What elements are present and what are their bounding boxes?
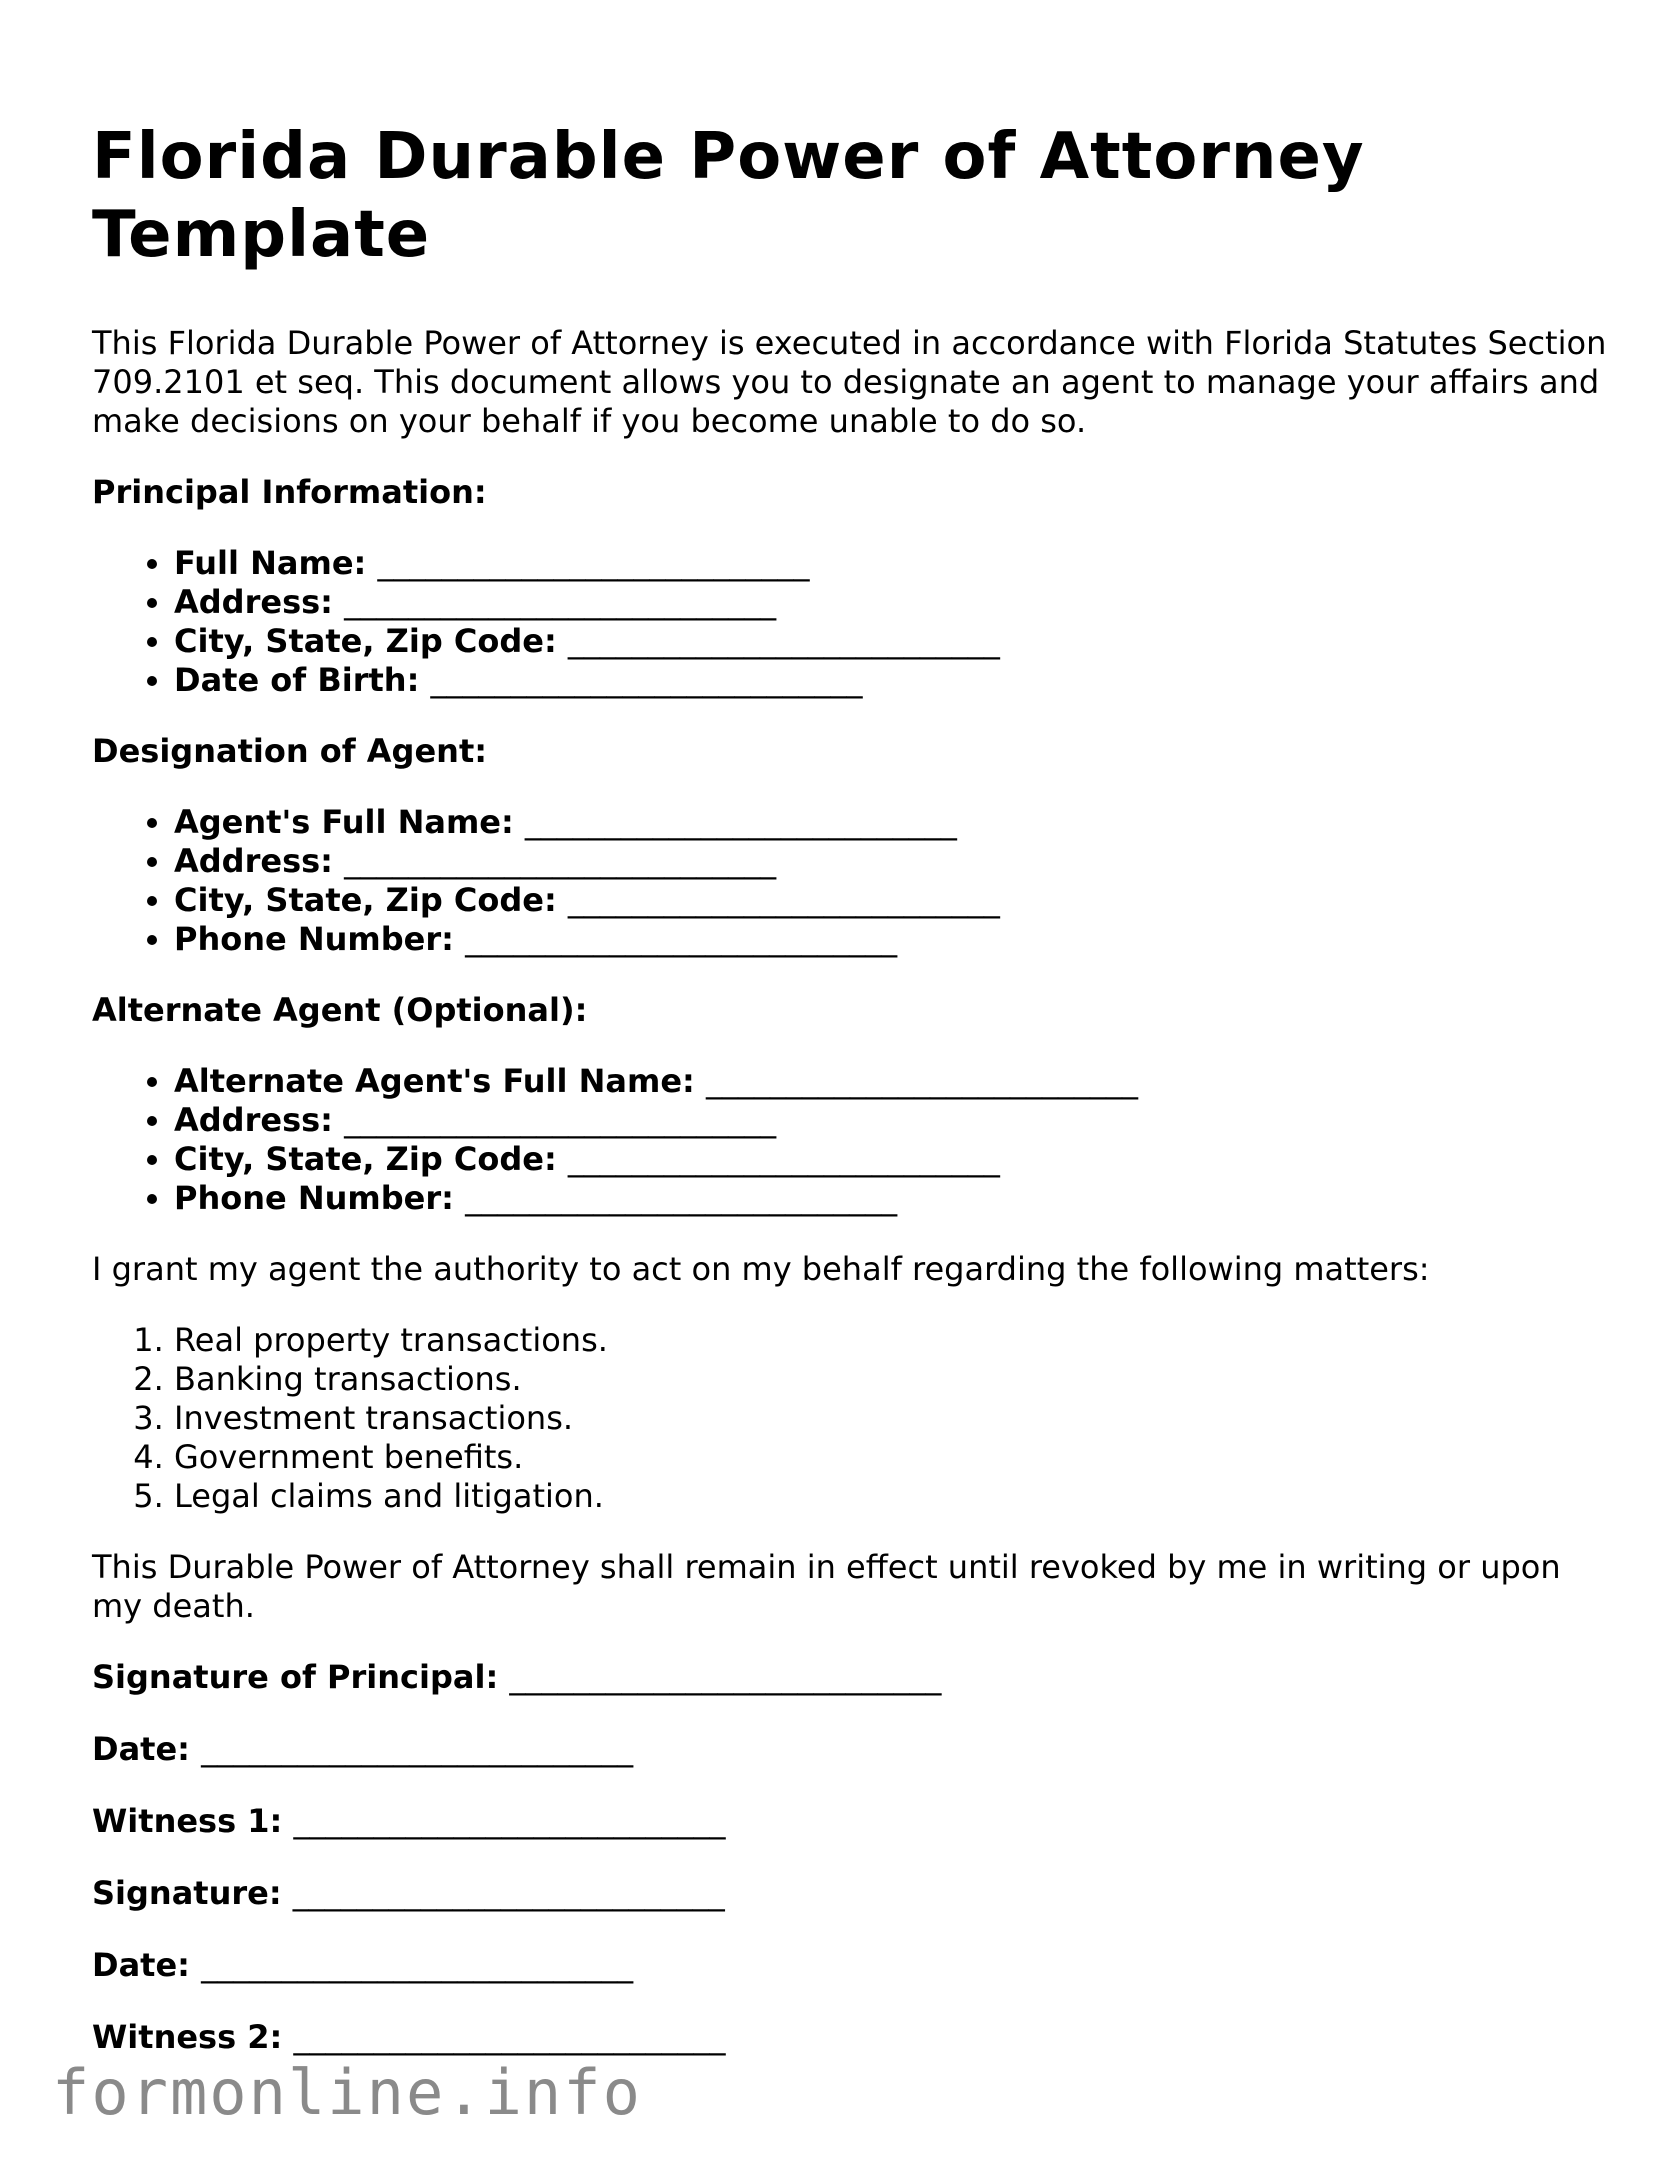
field-label: City, State, Zip Code:	[174, 622, 557, 660]
field-principal-city-state-zip	[174, 622, 1612, 661]
power-item: 3. Investment transactions.	[174, 1399, 1612, 1438]
fill-in-blank[interactable]: ___________________________	[567, 1140, 1000, 1178]
fill-in-blank[interactable]: ___________________________	[293, 2018, 726, 2056]
authority-intro: I grant my agent the authority to act on my behalf regarding the following matters:	[92, 1250, 1430, 1288]
field-label: Witness 1:	[92, 1802, 283, 1840]
witness-1-line	[92, 1802, 1612, 1841]
power-item: 2. Banking transactions.	[174, 1360, 1612, 1399]
witness-2-line	[92, 2018, 1612, 2057]
field-agent-phone	[174, 920, 1612, 959]
field-label: Full Name:	[174, 544, 367, 582]
field-label: Alternate Agent's Full Name:	[174, 1062, 695, 1100]
intro-paragraph: This Florida Durable Power of Attorney is executed in accordance with Florida Statutes Section 709.2101 et seq. This document allows you to designate an agent to manage your affairs and make decisions on your behalf if you become unable to do so.	[92, 324, 1607, 440]
power-item: 1. Real property transactions.	[174, 1321, 1612, 1360]
principal-heading: Principal Information:	[92, 473, 487, 511]
field-label: Date of Birth:	[174, 661, 420, 699]
alternate-agent-fields	[92, 1062, 1612, 1218]
fill-in-blank[interactable]: ___________________________	[524, 803, 957, 841]
fill-in-blank[interactable]: ___________________________	[377, 544, 810, 582]
field-label: Date:	[92, 1946, 190, 1984]
fill-in-blank[interactable]: ___________________________	[344, 583, 777, 621]
fill-in-blank[interactable]: ___________________________	[344, 842, 777, 880]
alternate-agent-heading: Alternate Agent (Optional):	[92, 991, 588, 1029]
field-label: Phone Number:	[174, 1179, 454, 1217]
fill-in-blank[interactable]: ___________________________	[201, 1946, 634, 1984]
field-label: Address:	[174, 842, 333, 880]
field-principal-dob	[174, 661, 1612, 700]
field-principal-full-name	[174, 544, 1612, 583]
field-label: Address:	[174, 583, 333, 621]
page-title: Florida Durable Power of Attorney Template	[92, 120, 1365, 272]
fill-in-blank[interactable]: ___________________________	[201, 1730, 634, 1768]
powers-list	[92, 1321, 1612, 1516]
agent-heading: Designation of Agent:	[92, 732, 488, 770]
field-label: City, State, Zip Code:	[174, 1140, 557, 1178]
principal-fields	[92, 544, 1612, 700]
field-label: Agent's Full Name:	[174, 803, 514, 841]
field-alternate-phone	[174, 1179, 1612, 1218]
fill-in-blank[interactable]: ___________________________	[430, 661, 863, 699]
field-alternate-full-name	[174, 1062, 1612, 1101]
fill-in-blank[interactable]: ___________________________	[567, 881, 1000, 919]
field-label: City, State, Zip Code:	[174, 881, 557, 919]
document-page	[92, 118, 1612, 2090]
field-agent-city-state-zip	[174, 881, 1612, 920]
field-label: Witness 2:	[92, 2018, 283, 2056]
field-agent-address	[174, 842, 1612, 881]
signature-principal-line	[92, 1658, 1612, 1697]
agent-fields	[92, 803, 1612, 959]
power-item: 4. Government benefits.	[174, 1438, 1612, 1477]
fill-in-blank[interactable]: ___________________________	[293, 1802, 726, 1840]
witness-1-signature-line	[92, 1874, 1612, 1913]
field-label: Signature:	[92, 1874, 282, 1912]
fill-in-blank[interactable]: ___________________________	[465, 1179, 898, 1217]
witness-1-date-line	[92, 1946, 1612, 1985]
fill-in-blank[interactable]: ___________________________	[344, 1101, 777, 1139]
fill-in-blank[interactable]: ___________________________	[705, 1062, 1138, 1100]
fill-in-blank[interactable]: ___________________________	[292, 1874, 725, 1912]
watermark: formonline.info	[52, 2056, 642, 2129]
field-label: Date:	[92, 1730, 190, 1768]
principal-date-line	[92, 1730, 1612, 1769]
fill-in-blank[interactable]: ___________________________	[567, 622, 1000, 660]
power-item: 5. Legal claims and litigation.	[174, 1477, 1612, 1516]
field-agent-full-name	[174, 803, 1612, 842]
field-label: Address:	[174, 1101, 333, 1139]
fill-in-blank[interactable]: ___________________________	[509, 1658, 942, 1696]
field-label: Signature of Principal:	[92, 1658, 499, 1696]
duration-paragraph: This Durable Power of Attorney shall remain in effect until revoked by me in writing or upon my death.	[92, 1548, 1561, 1625]
field-label: Phone Number:	[174, 920, 454, 958]
fill-in-blank[interactable]: ___________________________	[465, 920, 898, 958]
field-alternate-city-state-zip	[174, 1140, 1612, 1179]
field-principal-address	[174, 583, 1612, 622]
field-alternate-address	[174, 1101, 1612, 1140]
